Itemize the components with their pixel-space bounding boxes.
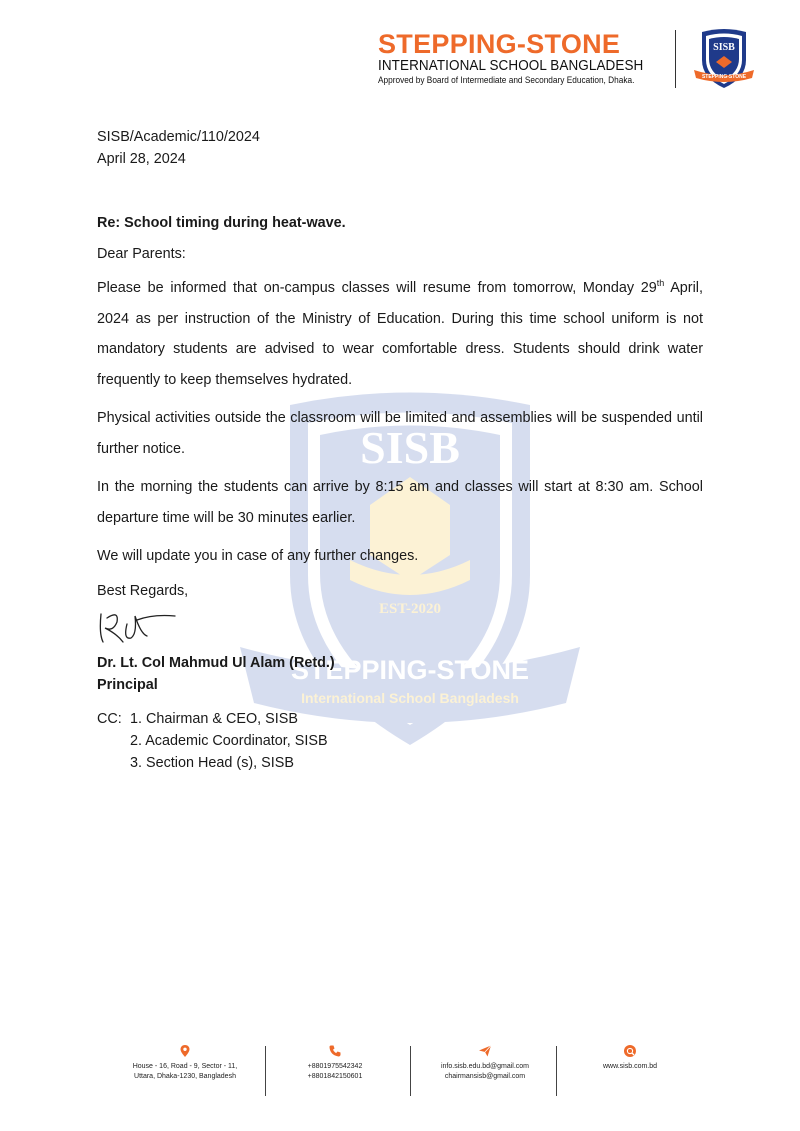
- watermark-text: SISB: [360, 422, 460, 473]
- paragraph-2: Physical activities outside the classroom will be limited and assemblies will be suspended until further notice.: [97, 410, 703, 457]
- phone-icon: [328, 1044, 342, 1058]
- website-link[interactable]: www.sisb.com.bd: [602, 1063, 658, 1070]
- closing: Best Regards,: [97, 582, 189, 599]
- footer-divider: [265, 1046, 266, 1096]
- school-name: STEPPING-STONE: [378, 29, 621, 59]
- reference-number: SISB/Academic/110/2024: [97, 129, 260, 145]
- footer: [120, 1044, 680, 1100]
- signatory-name: Dr. Lt. Col Mahmud Ul Alam (Retd.): [97, 654, 335, 671]
- letter-subject: Re: School timing during heat-wave.: [97, 215, 346, 231]
- globe-icon: [623, 1044, 637, 1058]
- handwritten-signature: [97, 604, 187, 648]
- email-2[interactable]: chairmansisb@gmail.com: [444, 1073, 526, 1080]
- footer-address: [120, 1044, 250, 1082]
- header-divider: [675, 30, 676, 88]
- footer-phone: [280, 1044, 390, 1082]
- cc-item: 2. Academic Coordinator, SISB: [130, 732, 328, 749]
- letter-date: April 28, 2024: [97, 151, 186, 167]
- footer-divider: [556, 1046, 557, 1096]
- send-icon: [478, 1044, 492, 1058]
- letterhead: [378, 30, 658, 86]
- email-1[interactable]: info.sisb.edu.bd@gmail.com: [440, 1063, 530, 1070]
- letter-body: [97, 126, 703, 774]
- footer-website: [575, 1044, 685, 1072]
- school-logo-icon: [692, 26, 756, 92]
- footer-divider: [410, 1046, 411, 1096]
- watermark-est: EST-2020: [379, 601, 441, 617]
- greeting: Dear Parents:: [97, 246, 186, 262]
- cc-item: 3. Section Head (s), SISB: [130, 754, 294, 771]
- paragraph-1-part-a: Please be informed that on-campus classes will resume from tomorrow, Monday 29: [97, 280, 657, 296]
- approval-line: Approved by Board of Intermediate and Secondary Education, Dhaka.: [378, 75, 635, 85]
- footer-email: [425, 1044, 545, 1082]
- phone-number-1[interactable]: +8801975542342: [307, 1063, 363, 1070]
- paragraph-3: In the morning the students can arrive by 8:15 am and classes will start at 8:30 am. School departure time will be 30 minutes earlier.: [97, 479, 703, 526]
- paragraph-4: We will update you in case of any further changes.: [97, 548, 419, 564]
- address-line-1: House - 16, Road - 9, Sector - 11,: [132, 1063, 238, 1070]
- phone-number-2[interactable]: +8801842150601: [307, 1073, 363, 1080]
- address-line-2: Uttara, Dhaka-1230, Bangladesh: [134, 1073, 236, 1080]
- paragraph-1-part-b: April, 2024 as per instruction of the Ministry of Education. During this time school uniform is not mandatory students are advised to wear comfortable dress. Students should drink water frequently to keep themselves hydrated.: [97, 280, 703, 388]
- signatory-title: Principal: [97, 676, 158, 693]
- watermark-ribbon: STEPPING-STONE: [290, 655, 530, 685]
- cc-block: [97, 708, 703, 774]
- cc-label: CC:: [97, 710, 122, 727]
- logo-ribbon-text: STEPPING-STONE: [701, 74, 747, 80]
- paragraph-1: [97, 273, 703, 395]
- logo-text: SISB: [713, 42, 735, 53]
- school-subtitle: INTERNATIONAL SCHOOL BANGLADESH: [378, 58, 644, 74]
- watermark-ribbon-sub: International School Bangladesh: [301, 690, 519, 706]
- ordinal-suffix: th: [656, 278, 665, 289]
- cc-item: 1. Chairman & CEO, SISB: [130, 710, 298, 727]
- location-pin-icon: [178, 1044, 192, 1058]
- cc-list: [130, 708, 328, 774]
